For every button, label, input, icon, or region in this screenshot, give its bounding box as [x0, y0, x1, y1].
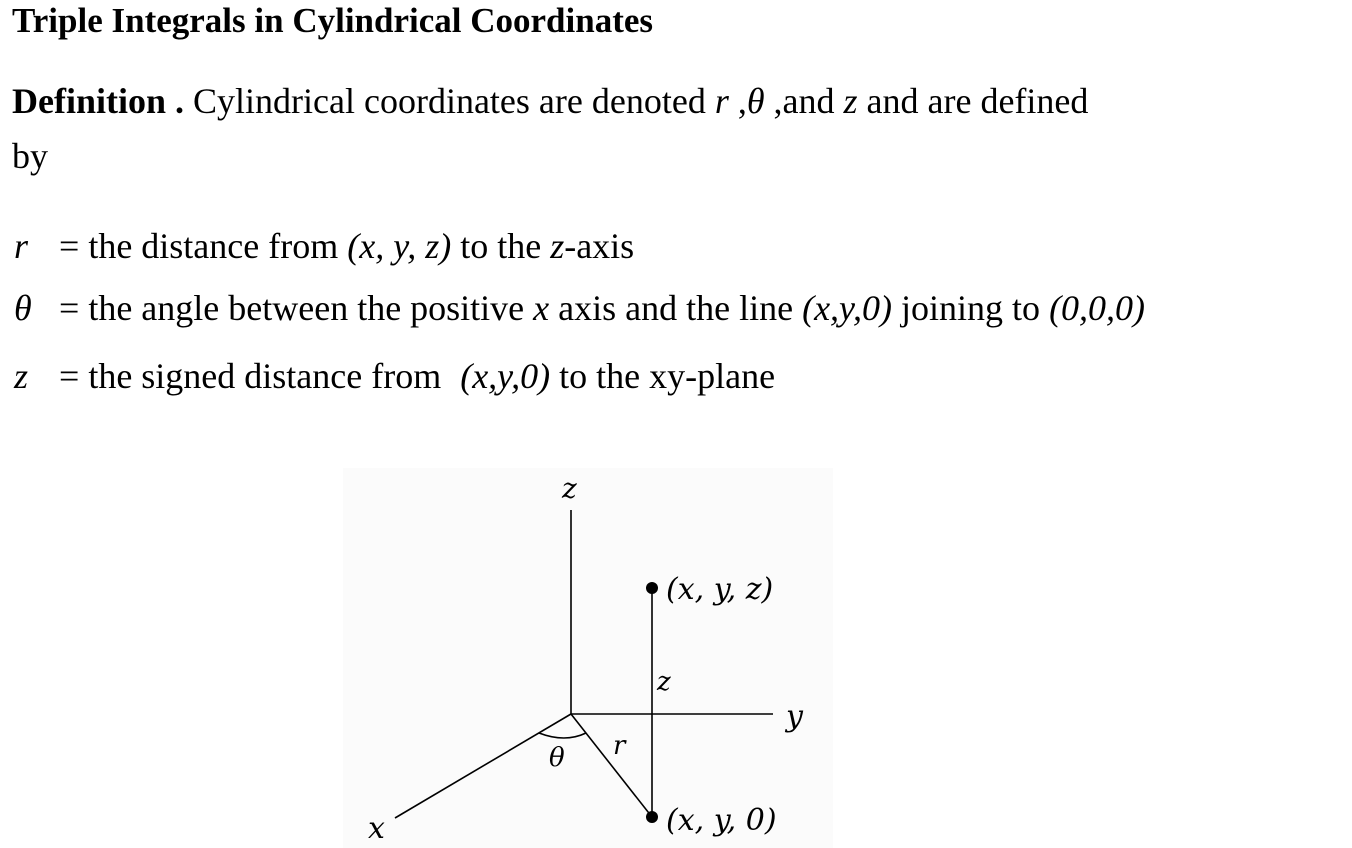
axis-var: x: [533, 288, 550, 328]
x-axis-line: [395, 714, 571, 818]
y-axis-label: y: [786, 699, 803, 734]
equals-sign: =: [59, 288, 80, 328]
radius-label: r: [613, 731, 626, 761]
point-xy0: (x,y,0): [802, 288, 893, 328]
definition-text: Cylindrical coordinates are denoted: [193, 81, 706, 121]
row-text: to the xy-plane: [559, 356, 776, 396]
axis-var: z: [550, 226, 565, 266]
definition-text-end: and are defined: [866, 81, 1089, 121]
coordinate-diagram: [343, 468, 833, 848]
var-z: z: [843, 81, 858, 121]
definition-row-z: [14, 355, 775, 397]
row-text: the angle between the positive: [88, 288, 525, 328]
point-lower-label: (x, y, 0): [666, 803, 777, 838]
row-text: axis and the line: [558, 288, 794, 328]
comma: ,: [728, 81, 747, 121]
point-upper-label: (x, y, z): [666, 572, 774, 607]
row-text: -axis: [564, 226, 635, 266]
point-upper-dot: [646, 582, 658, 594]
theta-label: θ: [549, 743, 565, 773]
theta-arc: [539, 733, 586, 738]
definition-label: Definition .: [12, 81, 185, 121]
var-theta: θ: [746, 81, 765, 121]
row-symbol: r: [14, 226, 29, 266]
page-title: Triple Integrals in Cylindrical Coordinates: [12, 1, 654, 40]
definition-line: [12, 80, 1088, 122]
equals-sign: =: [59, 226, 80, 266]
definition-line-2: by: [12, 136, 48, 176]
height-label: z: [657, 667, 671, 697]
and-separator: ,and: [764, 81, 835, 121]
point-xyz: (x, y, z): [347, 226, 452, 266]
row-text: to the: [460, 226, 542, 266]
row-text: the signed distance from: [88, 356, 442, 396]
row-text: joining to: [901, 288, 1041, 328]
point-origin: (0,0,0): [1049, 288, 1146, 328]
var-r: r: [714, 81, 729, 121]
cylindrical-coordinates-figure: [343, 468, 833, 848]
definition-row-r: [14, 225, 634, 267]
row-text: the distance from: [88, 226, 339, 266]
definition-row-theta: [14, 287, 1145, 329]
x-axis-label: x: [368, 811, 385, 846]
point-lower-dot: [646, 811, 658, 823]
row-symbol: z: [14, 356, 29, 396]
equals-sign: =: [59, 356, 80, 396]
z-axis-label: z: [562, 472, 577, 505]
radius-line: [571, 714, 652, 817]
point-xy0: (x,y,0): [460, 356, 551, 396]
row-symbol: θ: [14, 288, 32, 328]
